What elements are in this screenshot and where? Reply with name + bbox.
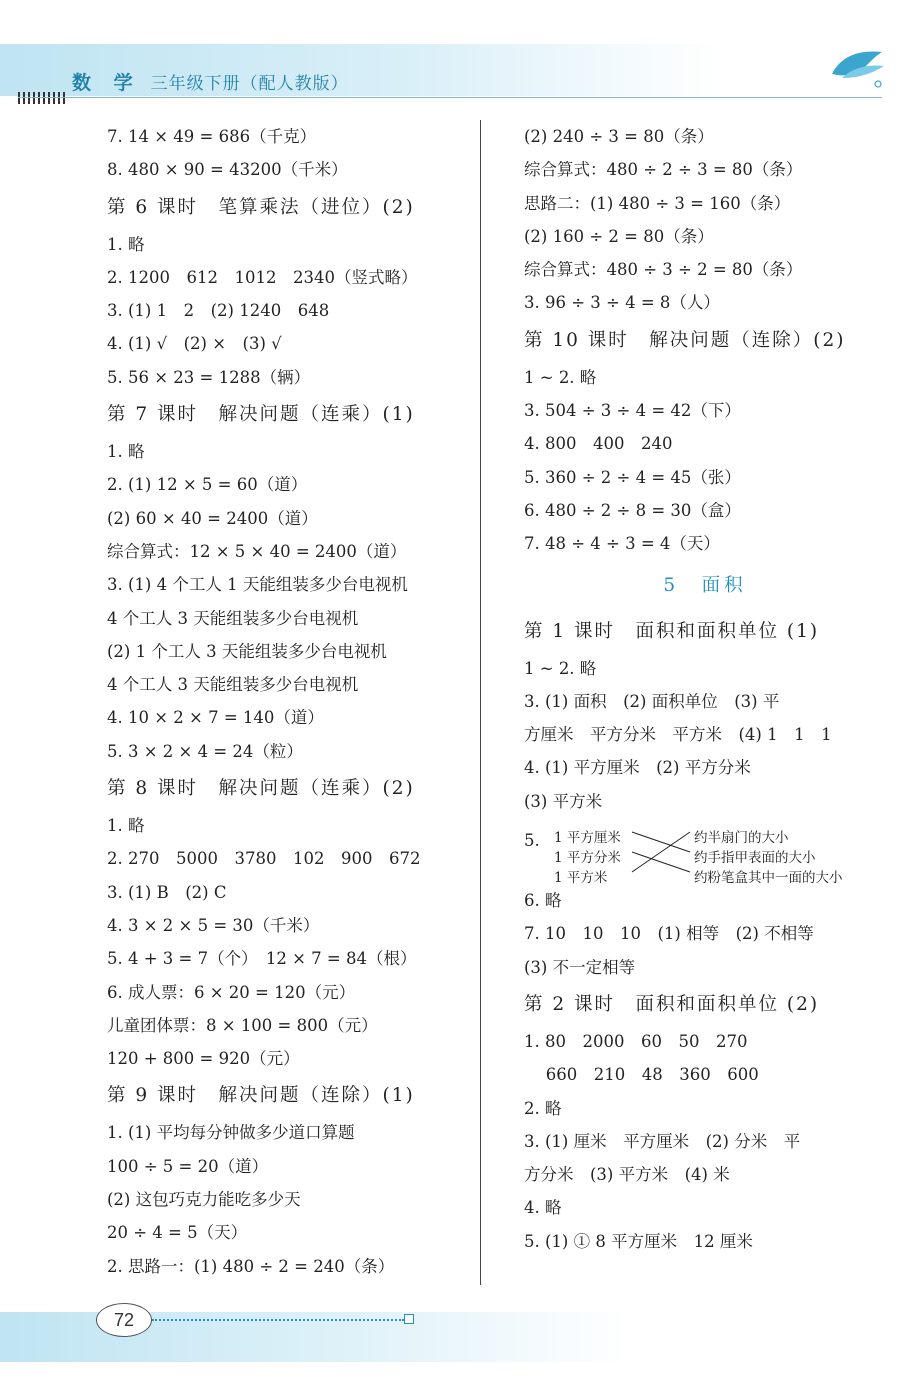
answer-line: (2) 60 × 40 = 2400（道） — [107, 508, 318, 528]
answer-line: 1. 略 — [107, 816, 145, 836]
footer-dotted-rule — [152, 1319, 404, 1321]
answer-line: 1. 略 — [107, 442, 145, 462]
answer-line: 7. 48 ÷ 4 ÷ 3 = 4（天） — [524, 534, 720, 554]
lesson-heading: 第 2 课时 面积和面积单位 (2) — [524, 993, 820, 1015]
answer-line: 2. 1200 612 1012 2340（竖式略） — [107, 267, 418, 287]
answer-line: 7. 10 10 10 (1) 相等 (2) 不相等 — [524, 924, 814, 944]
answer-line: 1 ~ 2. 略 — [524, 658, 597, 678]
match-connector-line — [632, 852, 690, 872]
answer-line: 5. 56 × 23 = 1288（辆） — [107, 367, 311, 387]
answer-line: 1. 80 2000 60 50 270 — [524, 1031, 748, 1051]
answer-line: 100 ÷ 5 = 20（道） — [107, 1156, 269, 1176]
match-connector-line — [632, 832, 690, 872]
answer-line: 6. 成人票：6 × 20 = 120（元） — [107, 982, 356, 1002]
answer-line: 4 个工人 3 天能组装多少台电视机 — [107, 675, 359, 695]
header-title — [72, 68, 349, 95]
answer-line: 5. 4 + 3 = 7（个） 12 × 7 = 84（根） — [107, 949, 417, 969]
answer-line: 3. (1) 1 2 (2) 1240 648 — [107, 301, 330, 321]
right-column — [524, 120, 886, 1258]
header-rule — [18, 97, 882, 98]
answer-line: 5. (1) ① 8 平方厘米 12 厘米 — [524, 1231, 753, 1251]
header-barcode-decoration — [18, 92, 68, 104]
match-left-item: 1 平方米 — [554, 870, 608, 887]
answer-line: (2) 这包巧克力能吃多少天 — [107, 1190, 301, 1210]
answer-line: 120 + 800 = 920（元） — [107, 1049, 300, 1069]
answer-line: 3. (1) 4 个工人 1 天能组装多少台电视机 — [107, 575, 408, 595]
answer-line: 5. 360 ÷ 2 ÷ 4 = 45（张） — [524, 467, 741, 487]
lesson-heading: 第 1 课时 面积和面积单位 (1) — [524, 620, 820, 642]
lesson-heading: 第 6 课时 笔算乘法（进位）(2) — [107, 196, 415, 218]
match-connector-line — [632, 832, 690, 852]
answer-line: 3. (1) 面积 (2) 面积单位 (3) 平 — [524, 691, 780, 711]
answer-line: 4. 3 × 2 × 5 = 30（千米） — [107, 915, 320, 935]
answer-line: 4. (1) √ (2) × (3) √ — [107, 334, 282, 354]
answer-line: 2. 略 — [524, 1098, 562, 1118]
answer-line: 综合算式：480 ÷ 3 ÷ 2 = 80（条） — [524, 260, 803, 280]
answer-line: 3. 96 ÷ 3 ÷ 4 = 8（人） — [524, 293, 720, 313]
answer-line: 综合算式：480 ÷ 2 ÷ 3 = 80（条） — [524, 160, 803, 180]
header-grade: 三年级下册（配人教版） — [150, 74, 349, 94]
answer-line: 6. 略 — [524, 891, 562, 911]
leaf-ornament-icon — [828, 44, 888, 90]
answer-line: 4 个工人 3 天能组装多少台电视机 — [107, 608, 359, 628]
answer-line: 1. (1) 平均每分钟做多少道口算题 — [107, 1123, 355, 1143]
answer-line: (2) 240 ÷ 3 = 80（条） — [524, 127, 714, 146]
answer-line: 方厘米 平方分米 平方米 (4) 1 1 1 — [524, 725, 832, 745]
answer-line: 2. 270 5000 3780 102 900 672 — [107, 849, 421, 869]
answer-line: 1 ~ 2. 略 — [524, 367, 597, 387]
answer-line: 6. 480 ÷ 2 ÷ 8 = 30（盒） — [524, 500, 741, 520]
match-connector-lines — [524, 818, 886, 884]
answer-line: 4. 略 — [524, 1198, 562, 1218]
match-left-item: 1 平方厘米 — [554, 830, 621, 847]
lesson-heading: 第 10 课时 解决问题（连除）(2) — [524, 329, 846, 351]
answer-line: 20 ÷ 4 = 5（天） — [107, 1223, 248, 1243]
page-number: 72 — [96, 1303, 152, 1337]
answer-line: (2) 1 个工人 3 天能组装多少台电视机 — [107, 641, 387, 661]
match-right-item: 约半扇门的大小 — [694, 830, 789, 847]
answer-line: 3. (1) 厘米 平方厘米 (2) 分米 平 — [524, 1131, 801, 1151]
answer-line: 4. 10 × 2 × 7 = 140（道） — [107, 708, 324, 728]
lesson-heading: 第 7 课时 解决问题（连乘）(1) — [107, 404, 415, 426]
unit-section-title: 5 面积 — [663, 574, 747, 596]
answer-line: 660 210 48 360 600 — [524, 1065, 759, 1085]
answer-line: 1. 略 — [107, 234, 145, 254]
column-divider — [480, 120, 481, 1285]
lesson-heading: 第 9 课时 解决问题（连除）(1) — [107, 1085, 415, 1107]
answer-line: 8. 480 × 90 = 43200（千米） — [107, 160, 348, 180]
question-number: 5. — [524, 831, 540, 851]
lesson-heading: 第 8 课时 解决问题（连乘）(2) — [107, 778, 415, 800]
answer-line: (2) 160 ÷ 2 = 80（条） — [524, 226, 714, 246]
match-left-item: 1 平方分米 — [554, 850, 621, 867]
answer-line: (3) 不一定相等 — [524, 957, 636, 977]
footer-square-icon — [404, 1314, 414, 1324]
answer-line: 2. 思路一：(1) 480 ÷ 2 = 240（条） — [107, 1256, 395, 1276]
answer-line: 思路二：(1) 480 ÷ 3 = 160（条） — [524, 193, 791, 213]
match-right-item: 约手指甲表面的大小 — [694, 850, 816, 867]
match-right-item: 约粉笔盒其中一面的大小 — [694, 870, 843, 887]
answer-line: 综合算式：12 × 5 × 40 = 2400（道） — [107, 541, 407, 561]
answer-line: 3. 504 ÷ 3 ÷ 4 = 42（下） — [524, 401, 741, 421]
answer-line: 2. (1) 12 × 5 = 60（道） — [107, 475, 308, 495]
answer-line: 7. 14 × 49 = 686（千克） — [107, 127, 317, 146]
answer-line: 4. 800 400 240 — [524, 434, 673, 454]
header-subject: 数 学 — [72, 72, 141, 94]
matching-exercise — [524, 818, 886, 887]
answer-line: (3) 平方米 — [524, 791, 603, 811]
answer-line: 儿童团体票：8 × 100 = 800（元） — [107, 1015, 378, 1035]
answer-line: 方分米 (3) 平方米 (4) 米 — [524, 1165, 730, 1185]
left-column — [107, 120, 467, 1283]
answer-line: 3. (1) B (2) C — [107, 882, 227, 902]
answer-line: 5. 3 × 2 × 4 = 24（粒） — [107, 741, 303, 761]
answer-line: 4. (1) 平方厘米 (2) 平方分米 — [524, 758, 751, 778]
